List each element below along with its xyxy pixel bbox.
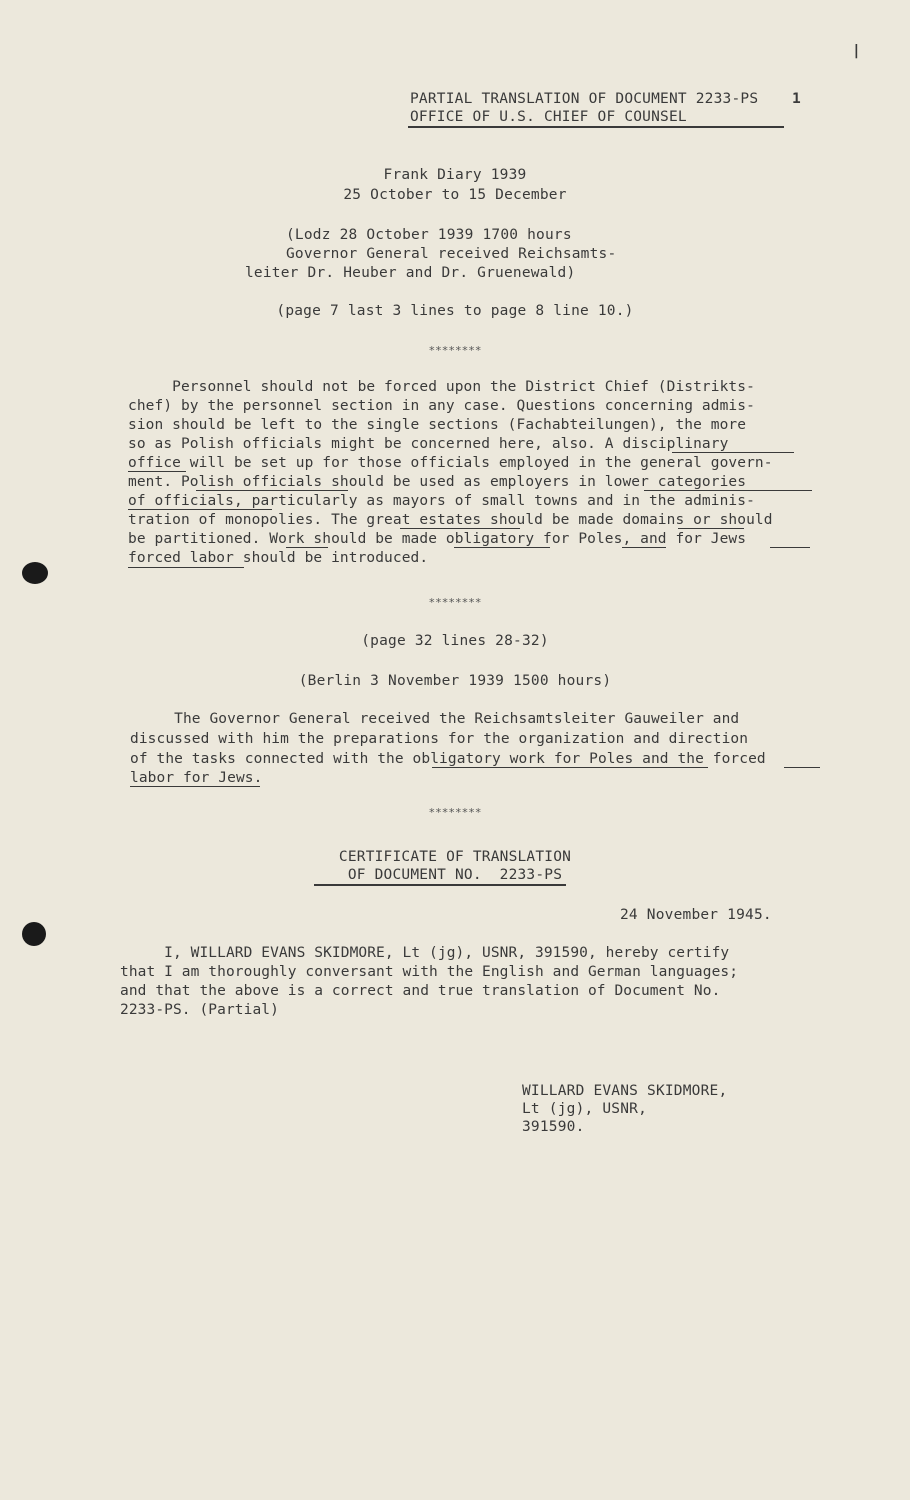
certificate-doc-number: OF DOCUMENT NO. 2233-PS xyxy=(347,867,563,883)
entry2-meta: (Berlin 3 November 1939 1500 hours) xyxy=(298,673,612,689)
certificate-body-line: I, WILLARD EVANS SKIDMORE, Lt (jg), USNR, 391590, hereby certify xyxy=(120,945,730,961)
entry1-meta-line1: (Lodz 28 October 1939 1700 hours xyxy=(286,227,572,243)
paragraph-2-line: labor for Jews. xyxy=(130,770,263,786)
paragraph-1-line: tration of monopolies. The great estates should be made domains or should xyxy=(128,512,773,528)
underline-mark xyxy=(196,490,348,491)
page-mark: | xyxy=(852,43,861,59)
header-page-number: 1 xyxy=(792,91,801,107)
underline-mark xyxy=(400,528,520,529)
certificate-date: 24 November 1945. xyxy=(620,907,772,923)
entry1-meta-line3: leiter Dr. Heuber and Dr. Gruenewald) xyxy=(245,265,576,281)
paragraph-2-line: The Governor General received the Reichsamtsleiter Gauweiler and xyxy=(130,711,740,727)
header-office: OFFICE OF U.S. CHIEF OF COUNSEL xyxy=(410,109,687,125)
entry1-page-ref: (page 7 last 3 lines to page 8 line 10.) xyxy=(276,303,634,319)
paragraph-1-line: be partitioned. Work should be made obligatory for Poles, and for Jews xyxy=(128,531,747,547)
signature-name: WILLARD EVANS SKIDMORE, xyxy=(522,1083,728,1099)
paragraph-1-line: office will be set up for those officials employed in the general govern- xyxy=(128,455,773,471)
diary-title: Frank Diary 1939 xyxy=(383,167,527,183)
paragraph-1-line: ment. Polish officials should be used as employers in lower categories xyxy=(128,474,747,490)
underline-mark xyxy=(672,452,794,453)
underline-mark xyxy=(454,547,550,548)
underline-mark xyxy=(622,547,666,548)
underline-mark xyxy=(128,509,272,510)
certificate-body-line: and that the above is a correct and true translation of Document No. xyxy=(120,983,721,999)
underline-mark xyxy=(678,528,744,529)
separator-2: ******** xyxy=(428,596,482,609)
entry2-page-ref: (page 32 lines 28-32) xyxy=(361,633,549,649)
underline-mark xyxy=(784,767,820,768)
paragraph-1-line: forced labor should be introduced. xyxy=(128,550,429,566)
certificate-body-line: that I am thoroughly conversant with the English and German languages; xyxy=(120,964,739,980)
separator-3: ******** xyxy=(428,806,482,819)
underline-mark xyxy=(128,471,186,472)
punch-hole-upper xyxy=(22,562,48,584)
underline-mark xyxy=(130,786,260,787)
underline-mark xyxy=(644,490,812,491)
header-title: PARTIAL TRANSLATION OF DOCUMENT 2233-PS xyxy=(410,91,759,107)
certificate-rule xyxy=(314,884,566,886)
entry1-meta-line2: Governor General received Reichsamts- xyxy=(286,246,617,262)
paragraph-1-line: of officials, particularly as mayors of small towns and in the adminis- xyxy=(128,493,755,509)
separator-1: ******** xyxy=(428,344,482,357)
signature-number: 391590. xyxy=(522,1119,585,1135)
paragraph-2-line: discussed with him the preparations for the organization and direction xyxy=(130,731,749,747)
underline-mark xyxy=(128,567,244,568)
paragraph-1-line: sion should be left to the single sections (Fachabteilungen), the more xyxy=(128,417,747,433)
paragraph-1-line: chef) by the personnel section in any case. Questions concerning admis- xyxy=(128,398,755,414)
paragraph-1-line: Personnel should not be forced upon the District Chief (Distrikts- xyxy=(128,379,755,395)
certificate-body-line: 2233-PS. (Partial) xyxy=(120,1002,279,1018)
underline-mark xyxy=(432,767,708,768)
punch-hole-lower xyxy=(22,922,46,946)
certificate-title: CERTIFICATE OF TRANSLATION xyxy=(338,849,572,865)
paragraph-1-line: so as Polish officials might be concerned here, also. A disciplinary xyxy=(128,436,729,452)
diary-date-range: 25 October to 15 December xyxy=(343,187,567,203)
underline-mark xyxy=(286,547,328,548)
header-rule xyxy=(408,126,784,128)
signature-rank: Lt (jg), USNR, xyxy=(522,1101,648,1117)
underline-mark xyxy=(770,547,810,548)
paragraph-2-line: of the tasks connected with the obligatory work for Poles and the forced xyxy=(130,751,766,767)
